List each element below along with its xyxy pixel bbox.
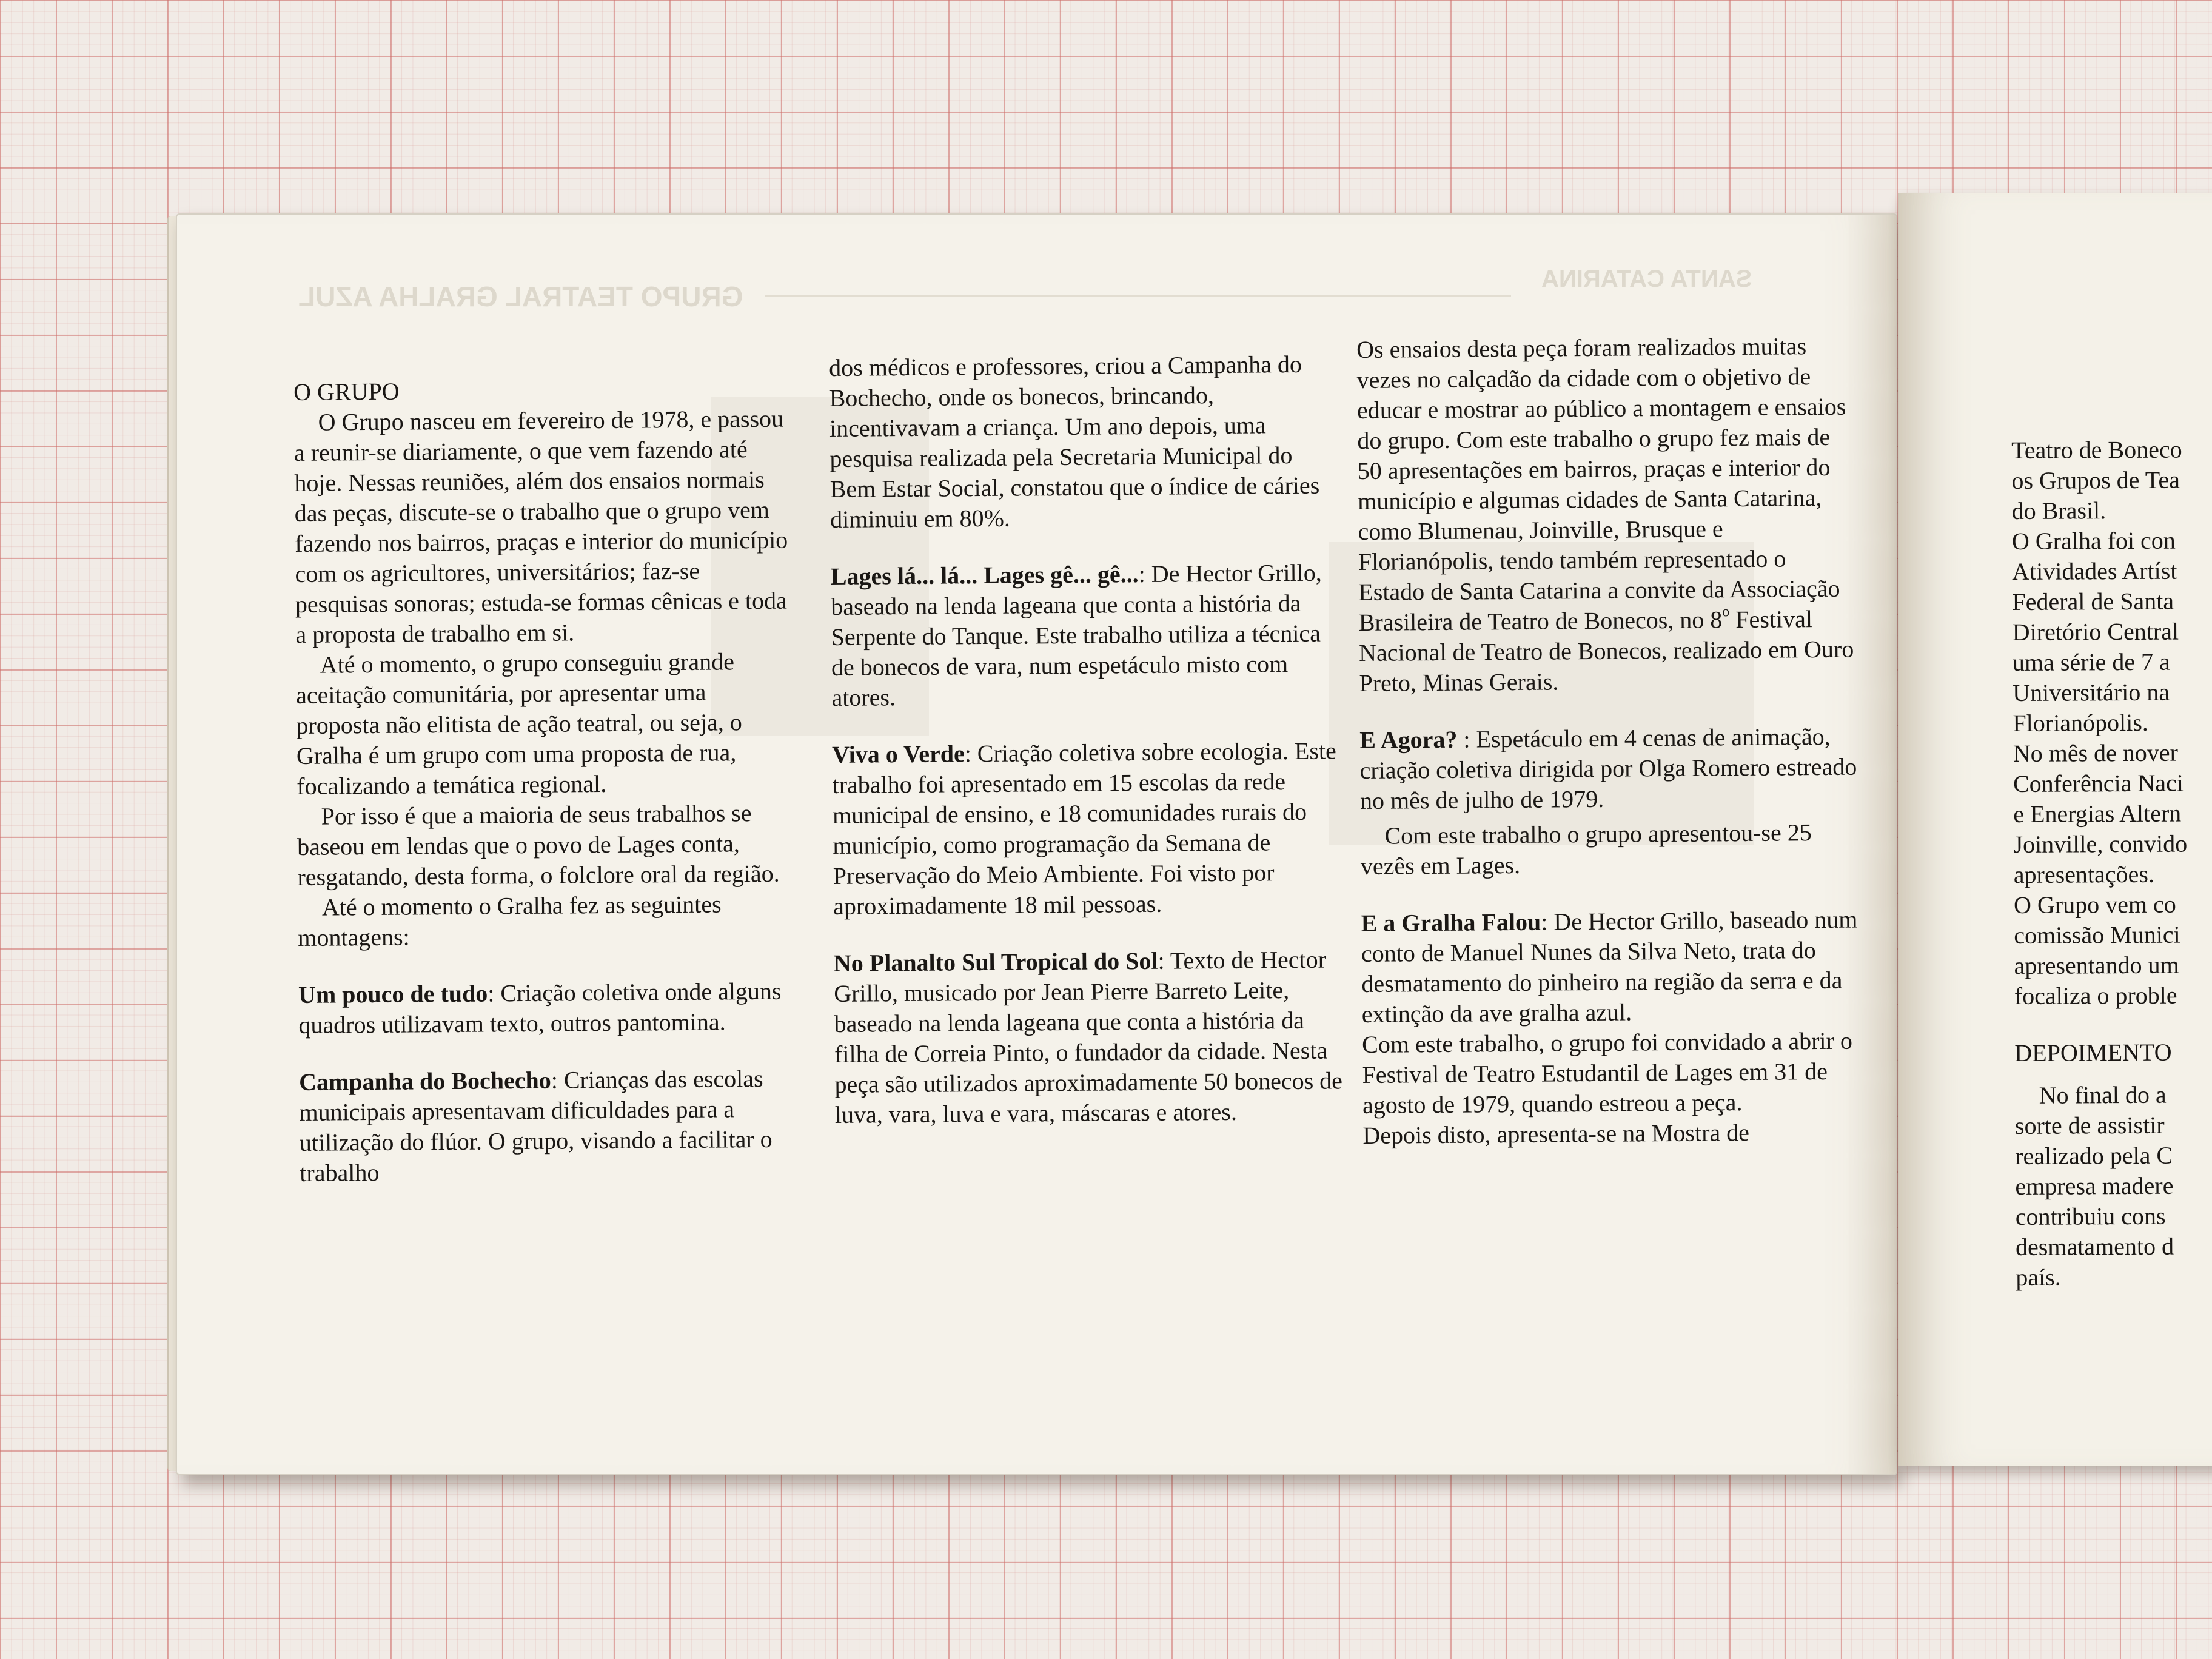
play-entry [1359,722,1857,816]
play-description: : De Hector Grillo, baseado na lenda lageana que conta a história da Serpente do Tanque. Este trabalho utiliza a técnica de bonecos de vara, num espetáculo misto com atores. [831,558,1322,711]
show-through-header: GRUPO TEATRAL GRALHA AZUL [298,281,743,312]
text-line: uma série de 7 a [2012,648,2170,676]
text-line: desmatamento d [2015,1232,2174,1261]
play-title: Campanha do Bochecho [298,1066,551,1096]
text-line: No final do a [2039,1081,2167,1109]
show-through-rule [765,295,1511,297]
text-line: contribuiu cons [2015,1202,2166,1230]
paragraph: Com este trabalho, o grupo foi convidado a abrir o Festival de Teatro Estudantil de Lages em 31 de agosto de 1979, quando estreou a peça. [1362,1027,1853,1119]
text-line: Florianópolis. [2013,708,2148,737]
play-description: : Criação coletiva onde alguns quadros utilizavam texto, outros pantomina. [298,977,782,1039]
paragraph: dos médicos e professores, criou a Campanha do Bochecho, onde os bonecos, brincando, incentivavam a criança. Um ano depois, uma pesquisa realizada pela Secretaria Municipal do Bem Estar Social, constatou que o índice de cáries diminuiu em 80%. [829,350,1320,533]
text-line: empresa madere [2015,1171,2174,1200]
play-title: Um pouco de tudo [298,979,488,1008]
text-line: Joinville, convido [2013,830,2188,858]
play-entry [298,976,796,1041]
play-title: No Planalto Sul Tropical do Sol [833,947,1158,977]
booklet-page-left [176,213,1897,1475]
paragraph: Depois disto, apresenta-se na Mostra de [1362,1118,1750,1149]
text-column-4 [2011,434,2212,1293]
section-heading: O GRUPO [293,377,400,406]
text-column-3 [1356,331,1860,1151]
text-line: No mês de nover [2013,739,2179,767]
text-line: realizado pela C [2015,1141,2173,1170]
paragraph: Com este trabalho o grupo apresentou-se 25 vezês em Lages. [1360,819,1812,880]
paragraph: Até o momento o Gralha fez as seguintes montagens: [298,890,722,951]
play-entry [1361,905,1859,1030]
ordinal-superscript: o [1722,604,1730,620]
text-line: do Brasil. [2011,497,2106,525]
text-line: Teatro de Boneco [2011,435,2182,464]
text-line: comissão Munici [2014,920,2180,949]
text-line: e Energias Altern [2013,799,2182,828]
play-entry [299,1064,797,1188]
play-title: E Agora? [1359,725,1458,754]
text-line: Atividades Artíst [2012,557,2177,585]
text-line: Diretório Central [2012,617,2179,646]
play-entry [834,944,1344,1130]
text-line: O Grupo vem co [2013,890,2176,919]
text-column-1 [293,374,797,1188]
text-line: os Grupos de Tea [2011,466,2180,494]
text-line: sorte de assistir [2014,1111,2165,1139]
text-column-2 [829,349,1344,1130]
play-title: Lages lá... lá... Lages gê... gê... [830,560,1139,590]
play-title: E a Gralha Falou [1361,908,1541,937]
text-line: país. [2016,1263,2061,1291]
paragraph: O Grupo nasceu em fevereiro de 1978, e passou a reunir-se diariamente, o que vem fazendo até hoje. Nessas reuniões, além dos ensaios normais das peças, discute-se o trabalho que o grupo vem fazendo nos bairros, praças e interior do município com os agricultores, universitários; faz-se pesquisas sonoras; estuda-se formas cênicas e toda a proposta de trabalho em si. [293,404,788,648]
booklet-page-right [1898,193,2212,1466]
play-description: : Espetáculo em 4 cenas de animação, criação coletiva dirigida por Olga Romero estreado no mês de julho de 1979. [1359,722,1857,814]
text-line: focaliza o proble [2014,981,2177,1010]
show-through-tag: SANTA CATARINA [1541,266,1752,292]
text-line: Conferência Naci [2013,769,2184,797]
play-description: : Texto de Hector Grillo, musicado por Jean Pierre Barreto Leite, baseado na lenda lageana que conta a história da filha de Correia Pinto, o fundador da cidade. Nesta peça são utilizados aproximadamente 50 bonecos de luva, vara, luva e vara, máscaras e atores. [834,945,1343,1128]
play-description: : Crianças das escolas municipais apresentavam dificuldades para a utilização do flúor. O grupo, visando a facilitar o trabalho [299,1064,773,1187]
text-line: apresentações. [2013,860,2155,888]
play-entry [832,736,1342,922]
play-entry [831,557,1341,713]
play-description: : De Hector Grillo, baseado num conto de Manuel Nunes da Silva Neto, trata do desmatamento do pinheiro na região da serra e da extinção da ave gralha azul. [1361,905,1858,1028]
paragraph: Os ensaios desta peça foram realizados muitas vezes no calçadão da cidade com o objetivo de educar e mostrar ao público a montagem e ensaios do grupo. Com este trabalho o grupo fez mais de 50 apresentações em bairros, praças e interior do município e algumas cidades de Santa Catarina, como Blumenau, Joinville, Brusque e Florianópolis, tendo também representado o Estado de Santa Catarina a convite da Associação Brasileira de Teatro de Bonecos, no 8$^o$ Festival Nacional de Teatro de Bonecos, realizado em Ouro Preto, Minas Gerais. [1356,332,1854,697]
text-line: Universitário na [2013,678,2170,706]
text-line: apresentando um [2014,951,2179,979]
play-description: : Criação coletiva sobre ecologia. Este trabalho foi apresentado em 15 escolas da rede municipal de ensino, e 18 comunidades rurais do município, como programação da Semana de Preservação do Meio Ambiente. Foi visto por aproximadamente 18 mil pessoas. [832,737,1336,920]
text-line: Federal de Santa [2012,587,2174,615]
paragraph: Por isso é que a maioria de seus trabalhos se baseou em lendas que o povo de Lages conta, resgatando, desta forma, o folclore oral da região. [297,799,780,891]
play-title: Viva o Verde [832,740,965,768]
section-heading: DEPOIMENTO [2014,1038,2172,1067]
text-line: O Gralha foi con [2011,526,2176,555]
paragraph: Até o momento, o grupo conseguiu grande aceitação comunitária, por apresentar uma proposta não elitista de ação teatral, ou seja, o Gralha é um grupo com uma proposta de rua, focalizando a temática regional. [295,648,742,800]
